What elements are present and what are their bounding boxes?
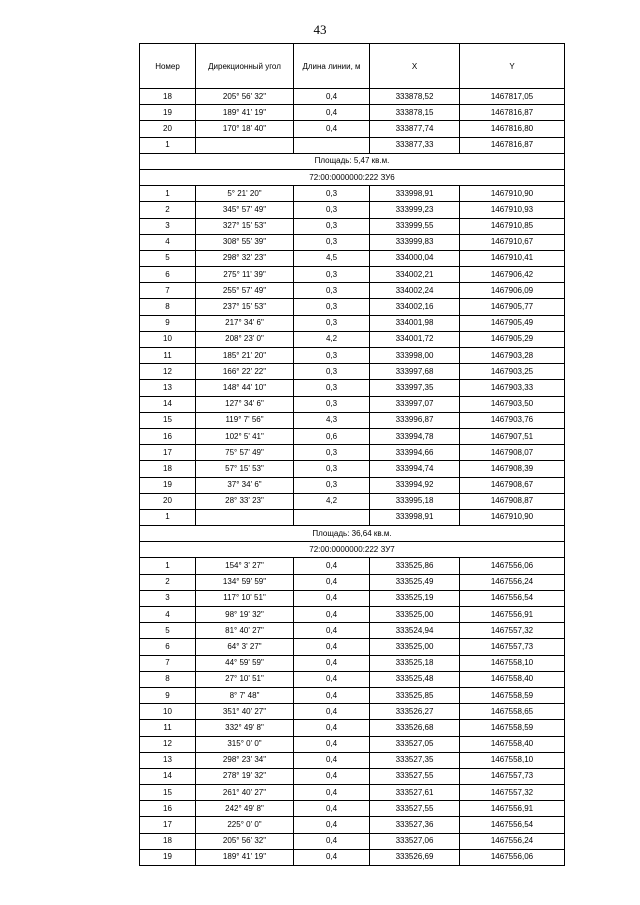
cell-y: 1467558,10 [460,655,565,671]
cell-number: 10 [140,331,196,347]
cell-line-length: 4,5 [294,250,370,266]
cell-direction-angle: 102° 5' 41" [196,428,294,444]
cell-y: 1467907,51 [460,428,565,444]
cell-y: 1467558,40 [460,736,565,752]
cell-number: 19 [140,477,196,493]
cell-x: 333997,35 [370,380,460,396]
cell-line-length: 4,3 [294,412,370,428]
cell-number: 14 [140,768,196,784]
table-row [140,137,565,153]
cell-direction-angle: 37° 34' 6" [196,477,294,493]
table-row [140,202,565,218]
coordinates-table [139,43,565,866]
cell-number: 15 [140,412,196,428]
cell-number: 2 [140,574,196,590]
cell-x: 333997,07 [370,396,460,412]
section-label: 72:00:0000000:222 ЗУ7 [140,542,565,558]
cell-x: 333877,74 [370,121,460,137]
cell-direction-angle: 28° 33' 23" [196,493,294,509]
cell-y: 1467558,40 [460,671,565,687]
cell-direction-angle: 237° 15' 53" [196,299,294,315]
table-row [140,299,565,315]
cell-direction-angle: 345° 57' 49" [196,202,294,218]
section-label: 72:00:0000000:222 ЗУ6 [140,169,565,185]
cell-direction-angle: 117° 10' 51" [196,590,294,606]
cell-y: 1467556,91 [460,801,565,817]
cell-direction-angle: 205° 56' 32" [196,833,294,849]
cell-line-length: 0,4 [294,558,370,574]
cell-direction-angle: 351° 40' 27" [196,704,294,720]
table-row [140,445,565,461]
cell-number: 5 [140,623,196,639]
cell-y: 1467903,50 [460,396,565,412]
header-direction-angle: Дирекционный угол [196,44,294,89]
cell-y: 1467558,59 [460,687,565,703]
cell-number: 12 [140,736,196,752]
cell-number: 3 [140,218,196,234]
cell-x: 333525,00 [370,607,460,623]
cell-y: 1467558,65 [460,704,565,720]
cell-direction-angle: 64° 3' 27" [196,639,294,655]
cell-line-length: 0,4 [294,590,370,606]
table-row [140,348,565,364]
cell-x: 333877,33 [370,137,460,153]
cell-x: 333527,55 [370,768,460,784]
cell-line-length: 0,4 [294,639,370,655]
cell-line-length: 0,4 [294,720,370,736]
cell-y: 1467906,42 [460,267,565,283]
table-row [140,655,565,671]
cell-x: 333527,61 [370,785,460,801]
cell-y: 1467910,85 [460,218,565,234]
cell-number: 19 [140,849,196,865]
cell-y: 1467816,87 [460,105,565,121]
cell-y: 1467817,05 [460,89,565,105]
cell-number: 11 [140,348,196,364]
cell-number: 1 [140,137,196,153]
cell-y: 1467556,54 [460,590,565,606]
cell-line-length: 0,3 [294,202,370,218]
table-row [140,833,565,849]
cell-line-length: 0,4 [294,704,370,720]
cell-direction-angle: 261° 40' 27" [196,785,294,801]
cell-y: 1467556,06 [460,558,565,574]
table-row [140,801,565,817]
cell-number: 17 [140,445,196,461]
cell-line-length: 0,4 [294,801,370,817]
cell-x: 333525,49 [370,574,460,590]
header-line-length: Длина линии, м [294,44,370,89]
cell-y: 1467558,59 [460,720,565,736]
cell-x: 333999,23 [370,202,460,218]
cell-x: 333994,92 [370,477,460,493]
cell-line-length: 0,3 [294,445,370,461]
cell-x: 333525,19 [370,590,460,606]
cell-x: 334001,98 [370,315,460,331]
table-row [140,315,565,331]
cell-direction-angle: 298° 23' 34" [196,752,294,768]
cell-y: 1467908,07 [460,445,565,461]
cell-number: 10 [140,704,196,720]
cell-line-length: 0,4 [294,623,370,639]
cell-line-length: 0,4 [294,768,370,784]
cell-line-length: 0,4 [294,121,370,137]
cell-x: 334002,21 [370,267,460,283]
table-row [140,671,565,687]
cell-direction-angle: 189° 41' 19" [196,849,294,865]
cell-direction-angle: 8° 7' 48" [196,687,294,703]
cell-x: 333995,18 [370,493,460,509]
table-row [140,477,565,493]
cell-number: 3 [140,590,196,606]
cell-x: 333525,48 [370,671,460,687]
cell-x: 333878,52 [370,89,460,105]
cell-number: 4 [140,607,196,623]
cell-x: 333999,83 [370,234,460,250]
cell-line-length: 0,4 [294,671,370,687]
cell-number: 1 [140,509,196,525]
cell-line-length: 0,3 [294,186,370,202]
cell-line-length: 0,3 [294,283,370,299]
cell-direction-angle: 44° 59' 59" [196,655,294,671]
cell-x: 333524,94 [370,623,460,639]
cell-y: 1467903,33 [460,380,565,396]
table-row [140,396,565,412]
cell-line-length: 4,2 [294,331,370,347]
cell-direction-angle: 154° 3' 27" [196,558,294,574]
cell-line-length: 0,4 [294,89,370,105]
cell-line-length: 0,4 [294,687,370,703]
cell-y: 1467556,24 [460,574,565,590]
cell-y: 1467557,32 [460,785,565,801]
cell-y: 1467908,39 [460,461,565,477]
cell-x: 333525,86 [370,558,460,574]
section-row [140,542,565,558]
cell-direction-angle: 119° 7' 56" [196,412,294,428]
table-row [140,607,565,623]
cell-line-length: 0,6 [294,428,370,444]
page-number: 43 [313,22,327,37]
cell-number: 2 [140,202,196,218]
table-row [140,623,565,639]
cell-direction-angle: 332° 49' 8" [196,720,294,736]
cell-x: 333526,69 [370,849,460,865]
table-row [140,105,565,121]
cell-line-length: 0,4 [294,752,370,768]
cell-y: 1467906,09 [460,283,565,299]
cell-direction-angle: 81° 40' 27" [196,623,294,639]
cell-y: 1467556,54 [460,817,565,833]
cell-x: 333998,00 [370,348,460,364]
cell-y: 1467905,49 [460,315,565,331]
table-row [140,364,565,380]
table-body [140,89,565,866]
cell-x: 333525,00 [370,639,460,655]
cell-y: 1467556,91 [460,607,565,623]
cell-direction-angle: 170° 18' 40" [196,121,294,137]
cell-number: 11 [140,720,196,736]
section-row [140,526,565,542]
cell-line-length: 0,3 [294,380,370,396]
cell-y: 1467910,90 [460,509,565,525]
table-row [140,817,565,833]
cell-y: 1467557,73 [460,768,565,784]
cell-y: 1467556,24 [460,833,565,849]
cell-direction-angle: 327° 15' 53" [196,218,294,234]
cell-x: 333526,27 [370,704,460,720]
table-row [140,412,565,428]
cell-number: 4 [140,234,196,250]
cell-line-length: 0,3 [294,234,370,250]
cell-y: 1467557,32 [460,623,565,639]
section-row [140,153,565,169]
cell-line-length: 0,4 [294,574,370,590]
table-row [140,461,565,477]
table-row [140,267,565,283]
cell-number: 19 [140,105,196,121]
table-row [140,752,565,768]
cell-x: 333527,05 [370,736,460,752]
table-row [140,736,565,752]
cell-number: 7 [140,283,196,299]
table-row [140,704,565,720]
cell-y: 1467903,76 [460,412,565,428]
section-label: Площадь: 5,47 кв.м. [140,153,565,169]
cell-number: 9 [140,687,196,703]
cell-x: 333994,74 [370,461,460,477]
table-row [140,509,565,525]
cell-direction-angle: 127° 34' 6" [196,396,294,412]
cell-line-length: 0,3 [294,267,370,283]
cell-direction-angle: 255° 57' 49" [196,283,294,299]
cell-direction-angle: 98° 19' 32" [196,607,294,623]
cell-y: 1467905,77 [460,299,565,315]
cell-number: 18 [140,89,196,105]
cell-direction-angle [196,509,294,525]
cell-number: 9 [140,315,196,331]
cell-number: 7 [140,655,196,671]
cell-number: 13 [140,752,196,768]
cell-number: 16 [140,428,196,444]
cell-line-length: 0,4 [294,833,370,849]
table-row [140,493,565,509]
table-row [140,428,565,444]
cell-number: 12 [140,364,196,380]
cell-y: 1467903,28 [460,348,565,364]
cell-line-length: 0,3 [294,461,370,477]
cell-direction-angle: 57° 15' 53" [196,461,294,477]
cell-y: 1467908,87 [460,493,565,509]
cell-x: 334001,72 [370,331,460,347]
cell-line-length [294,137,370,153]
header-number: Номер [140,44,196,89]
cell-number: 18 [140,461,196,477]
table-row [140,121,565,137]
cell-number: 8 [140,671,196,687]
cell-line-length: 0,4 [294,105,370,121]
cell-y: 1467905,29 [460,331,565,347]
cell-line-length: 4,2 [294,493,370,509]
cell-y: 1467903,25 [460,364,565,380]
table-row [140,639,565,655]
cell-direction-angle [196,137,294,153]
cell-direction-angle: 205° 56' 32" [196,89,294,105]
cell-direction-angle: 308° 55' 39" [196,234,294,250]
cell-x: 333525,85 [370,687,460,703]
cell-y: 1467816,87 [460,137,565,153]
cell-line-length: 0,3 [294,315,370,331]
cell-direction-angle: 134° 59' 59" [196,574,294,590]
cell-direction-angle: 315° 0' 0" [196,736,294,752]
table-row [140,687,565,703]
cell-x: 333526,68 [370,720,460,736]
table-row [140,250,565,266]
table-row [140,234,565,250]
table-row [140,785,565,801]
cell-direction-angle: 189° 41' 19" [196,105,294,121]
cell-y: 1467910,67 [460,234,565,250]
cell-number: 1 [140,558,196,574]
header-x: X [370,44,460,89]
cell-direction-angle: 242° 49' 8" [196,801,294,817]
cell-direction-angle: 217° 34' 6" [196,315,294,331]
cell-x: 333998,91 [370,509,460,525]
cell-x: 333527,55 [370,801,460,817]
cell-y: 1467558,10 [460,752,565,768]
table-row [140,768,565,784]
cell-line-length: 0,4 [294,736,370,752]
section-label: Площадь: 36,64 кв.м. [140,526,565,542]
cell-direction-angle: 278° 19' 32" [196,768,294,784]
section-row [140,169,565,185]
cell-number: 8 [140,299,196,315]
cell-direction-angle: 225° 0' 0" [196,817,294,833]
cell-y: 1467556,06 [460,849,565,865]
table-row [140,218,565,234]
cell-x: 333527,35 [370,752,460,768]
cell-x: 333525,18 [370,655,460,671]
table-row [140,89,565,105]
cell-line-length [294,509,370,525]
cell-number: 17 [140,817,196,833]
table-header-row [140,44,565,89]
cell-line-length: 0,4 [294,785,370,801]
cell-x: 333994,78 [370,428,460,444]
cell-number: 1 [140,186,196,202]
cell-number: 16 [140,801,196,817]
cell-line-length: 0,3 [294,348,370,364]
cell-direction-angle: 208° 23' 0" [196,331,294,347]
cell-x: 334002,24 [370,283,460,299]
cell-x: 333527,06 [370,833,460,849]
cell-direction-angle: 166° 22' 22" [196,364,294,380]
cell-x: 333994,66 [370,445,460,461]
cell-number: 20 [140,121,196,137]
cell-x: 333997,68 [370,364,460,380]
cell-direction-angle: 148° 44' 10" [196,380,294,396]
cell-x: 333999,55 [370,218,460,234]
cell-direction-angle: 185° 21' 20" [196,348,294,364]
cell-direction-angle: 5° 21' 20" [196,186,294,202]
cell-y: 1467908,67 [460,477,565,493]
table-row [140,331,565,347]
table-row [140,590,565,606]
header-y: Y [460,44,565,89]
cell-y: 1467557,73 [460,639,565,655]
table-row [140,574,565,590]
cell-number: 6 [140,639,196,655]
cell-y: 1467910,90 [460,186,565,202]
cell-number: 13 [140,380,196,396]
cell-x: 333996,87 [370,412,460,428]
table-row [140,283,565,299]
cell-direction-angle: 298° 32' 23" [196,250,294,266]
cell-line-length: 0,3 [294,477,370,493]
table-row [140,720,565,736]
cell-number: 20 [140,493,196,509]
cell-direction-angle: 75° 57' 49" [196,445,294,461]
cell-line-length: 0,3 [294,396,370,412]
table-row [140,380,565,396]
cell-line-length: 0,4 [294,607,370,623]
cell-y: 1467910,41 [460,250,565,266]
table-row [140,849,565,865]
cell-number: 5 [140,250,196,266]
cell-x: 334002,16 [370,299,460,315]
cell-y: 1467816,80 [460,121,565,137]
cell-x: 333527,36 [370,817,460,833]
table-row [140,558,565,574]
cell-x: 333998,91 [370,186,460,202]
cell-line-length: 0,3 [294,218,370,234]
cell-direction-angle: 27° 10' 51" [196,671,294,687]
cell-line-length: 0,3 [294,299,370,315]
cell-direction-angle: 275° 11' 39" [196,267,294,283]
cell-x: 333878,15 [370,105,460,121]
table-row [140,186,565,202]
cell-line-length: 0,4 [294,817,370,833]
cell-number: 18 [140,833,196,849]
cell-line-length: 0,3 [294,364,370,380]
cell-number: 6 [140,267,196,283]
cell-x: 334000,04 [370,250,460,266]
cell-number: 15 [140,785,196,801]
cell-number: 14 [140,396,196,412]
cell-line-length: 0,4 [294,655,370,671]
cell-line-length: 0,4 [294,849,370,865]
cell-y: 1467910,93 [460,202,565,218]
